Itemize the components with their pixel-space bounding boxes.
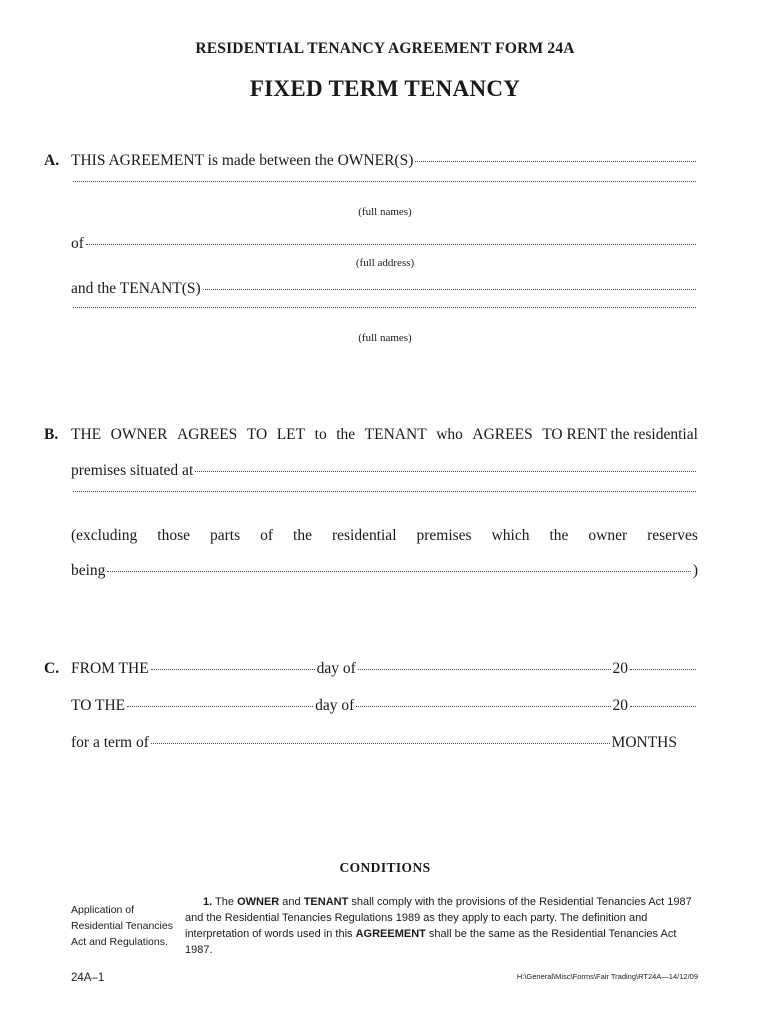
premises-line xyxy=(71,462,698,480)
clause-agreement: AGREEMENT xyxy=(355,928,426,940)
word: (excluding xyxy=(71,527,138,544)
conditions-heading: CONDITIONS xyxy=(339,860,431,875)
word: owner xyxy=(588,527,628,544)
file-path: H:\General\Misc\Forms\Fair Trading\RT24A—14/12/09 xyxy=(516,972,698,981)
section-a-letter: A. xyxy=(44,152,60,169)
term-line xyxy=(71,734,677,752)
owner-line xyxy=(71,152,698,170)
from-year-prefix: 20 xyxy=(612,660,628,677)
owner-address-field[interactable] xyxy=(86,244,696,245)
word: AGREES xyxy=(177,426,238,443)
from-day-of-label: day of xyxy=(316,660,356,677)
tenant-line xyxy=(71,280,698,298)
margin-note-line: Act and Regulations. xyxy=(71,936,168,948)
to-month-field[interactable] xyxy=(356,706,610,707)
word: parts xyxy=(209,527,241,544)
to-year-prefix: 20 xyxy=(612,697,628,714)
to-year-field[interactable] xyxy=(630,706,696,707)
section-c-letter: C. xyxy=(44,660,60,677)
of-label: of xyxy=(71,235,84,252)
word: to xyxy=(314,426,327,443)
clause-text: The xyxy=(212,896,238,908)
word: LET xyxy=(276,426,306,443)
tenant-label: and the TENANT(S) xyxy=(71,280,201,297)
premises-field[interactable] xyxy=(195,471,696,472)
word: the xyxy=(293,527,312,544)
word: TENANT xyxy=(364,426,427,443)
premises-line-2 xyxy=(71,494,698,495)
owner-line-2 xyxy=(71,184,698,185)
owner-name-field[interactable] xyxy=(415,161,696,162)
word: TO xyxy=(246,426,268,443)
from-month-field[interactable] xyxy=(358,669,611,670)
tenant-name-field[interactable] xyxy=(203,289,696,290)
being-field[interactable] xyxy=(107,571,690,572)
full-names-caption: (full names) xyxy=(358,206,412,218)
word: THE xyxy=(71,426,102,443)
agrees-line xyxy=(71,426,698,444)
word: reserves xyxy=(647,527,698,544)
margin-note-line: Application of xyxy=(71,904,135,916)
word: AGREES xyxy=(472,426,533,443)
section-b-letter: B. xyxy=(44,426,59,443)
to-day-field[interactable] xyxy=(127,706,313,707)
word: those xyxy=(157,527,190,544)
to-day-of-label: day of xyxy=(315,697,355,714)
excluding-line xyxy=(71,527,698,545)
clause-tenant: TENANT xyxy=(303,896,349,908)
owner-name-field-2[interactable] xyxy=(73,181,696,182)
form-title: RESIDENTIAL TENANCY AGREEMENT FORM 24A xyxy=(195,40,575,57)
main-title: FIXED TERM TENANCY xyxy=(249,76,521,101)
word: of xyxy=(260,527,274,544)
being-label: being xyxy=(71,562,106,579)
months-label: MONTHS xyxy=(611,734,677,751)
from-year-field[interactable] xyxy=(630,669,696,670)
word: the xyxy=(549,527,569,544)
condition-1-text xyxy=(185,894,700,958)
word: who xyxy=(436,426,463,443)
premises-field-2[interactable] xyxy=(73,491,696,492)
from-line xyxy=(71,660,698,678)
being-line xyxy=(71,562,698,580)
word: OWNER xyxy=(110,426,168,443)
tenant-line-2 xyxy=(71,310,698,311)
margin-note xyxy=(71,902,181,950)
clause-text: shall be the same as the Residential Tenancies Act 1987. xyxy=(185,928,677,956)
from-label: FROM THE xyxy=(71,660,149,677)
word: which xyxy=(491,527,530,544)
from-day-field[interactable] xyxy=(151,669,315,670)
margin-note-line: Residential Tenancies xyxy=(71,920,173,932)
to-line xyxy=(71,697,698,715)
premises-label: premises situated at xyxy=(71,462,194,479)
word: residential xyxy=(331,527,397,544)
tenant-name-field-2[interactable] xyxy=(73,307,696,308)
clause-number: 1. xyxy=(203,896,213,908)
page-number: 24A–1 xyxy=(71,972,105,984)
tenant-full-names-caption: (full names) xyxy=(358,332,412,344)
address-line xyxy=(71,235,698,253)
word: the xyxy=(336,426,356,443)
term-field[interactable] xyxy=(151,743,610,744)
to-label: TO THE xyxy=(71,697,126,714)
word: premises xyxy=(416,527,472,544)
full-address-caption: (full address) xyxy=(355,257,415,269)
term-label: for a term of xyxy=(71,734,149,751)
clause-text: shall comply with the provisions of the Residential Tenancies Act 1987 and the Residential Tenancies Regulations 1989 as they apply to each party. The definition and interpretation of words used in this xyxy=(185,896,692,940)
word: TO RENT the residential xyxy=(542,426,698,443)
clause-owner: OWNER xyxy=(237,896,280,908)
closing-paren: ) xyxy=(692,562,698,579)
owner-intro-label: THIS AGREEMENT is made between the OWNER(S) xyxy=(71,152,414,169)
clause-text: and xyxy=(279,896,304,908)
